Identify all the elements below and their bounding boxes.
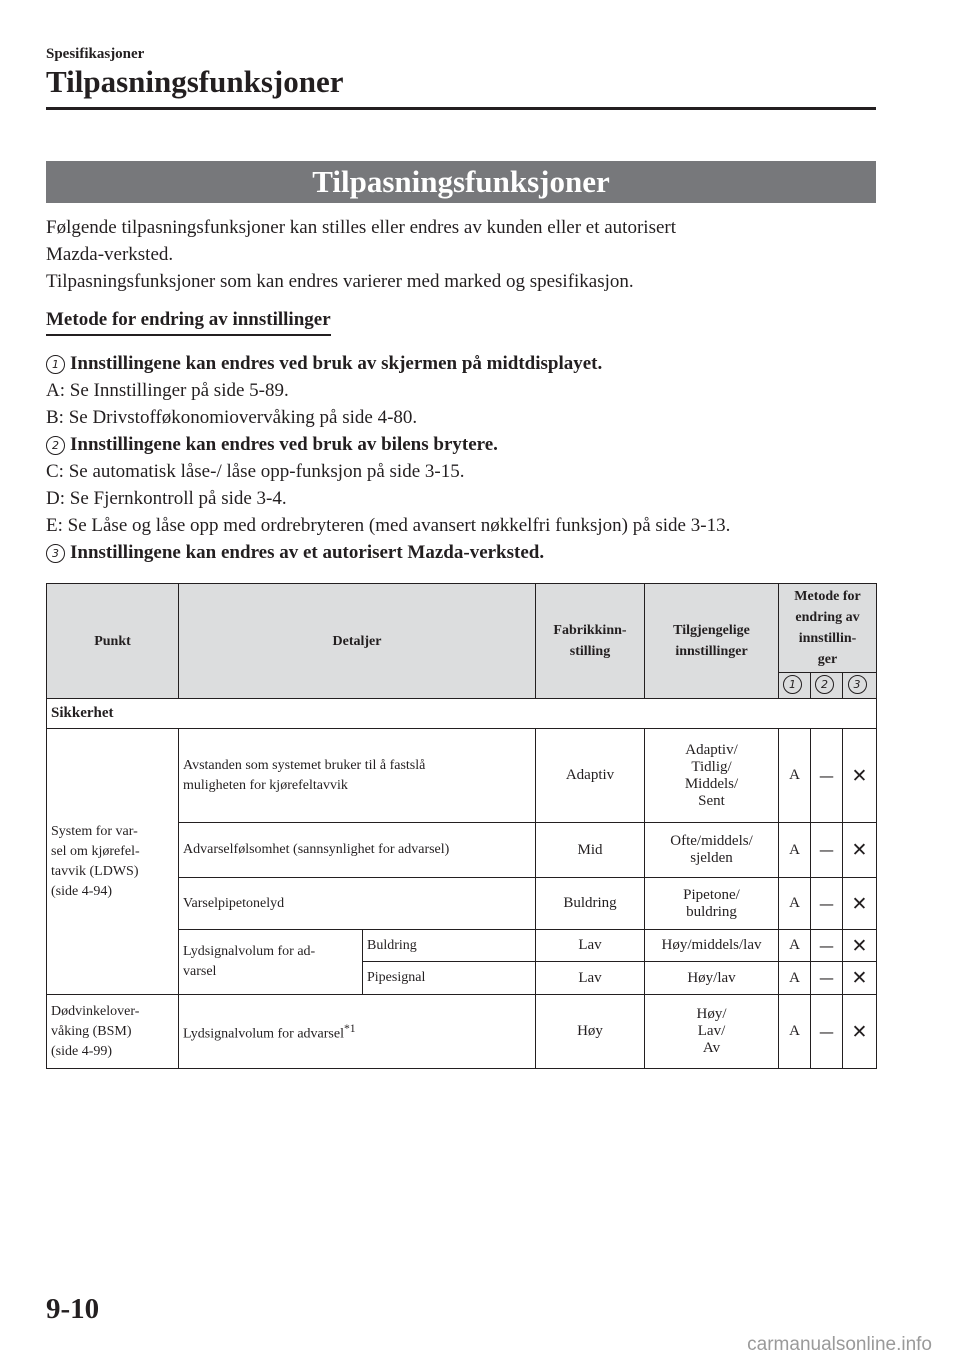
cross-icon: ✕ [843, 878, 877, 930]
detail-cell: Advarselfølsomhet (sannsynlighet for advarsel) [179, 823, 536, 878]
page-title-banner: Tilpasningsfunksjoner [46, 161, 876, 203]
header-text: ger [817, 652, 838, 667]
step-ref-b: B: Se Drivstofføkonomiovervåking på side 4-80. [46, 407, 418, 428]
cross-icon: ✕ [843, 729, 877, 823]
method-1-cell: A [779, 930, 811, 962]
watermark: carmanualsonline.info [747, 1334, 932, 1355]
header-detaljer: Detaljer [179, 584, 536, 699]
method-1-cell: A [779, 995, 811, 1069]
header-fabrikkinnstilling [536, 584, 645, 699]
method-steps [46, 350, 876, 566]
item-text: våking (BSM) [51, 1023, 132, 1039]
available-text: Av [702, 1040, 721, 1056]
available-text: Høy/ [696, 1006, 727, 1022]
method-heading: Metode for endring av innstillinger [46, 309, 331, 336]
method-2-cell: — [811, 962, 843, 995]
available-text: Adaptiv/ [685, 741, 738, 758]
step-one-title: Innstillingene kan endres ved bruk av skjermen på midtdisplayet. [70, 353, 603, 374]
method-2-cell: — [811, 995, 843, 1069]
item-text: (side 4-99) [51, 1043, 113, 1059]
circled-number-2-icon: 2 [46, 436, 65, 455]
available-cell: Høy/middels/lav [645, 930, 779, 962]
method-2-cell: — [811, 729, 843, 823]
available-text: Lav/ [697, 1023, 726, 1039]
step-three-title: Innstillingene kan endres av et autorisert Mazda-verksted. [70, 542, 545, 563]
factory-cell: Lav [536, 930, 645, 962]
item-text: tavvik (LDWS) [51, 863, 139, 879]
detail-text: varsel [183, 964, 217, 979]
header-method-1 [779, 673, 811, 699]
available-text: sjelden [690, 850, 733, 866]
sub-detail-cell: Buldring [363, 930, 536, 962]
method-2-cell: — [811, 930, 843, 962]
step-ref-d: D: Se Fjernkontroll på side 3-4. [46, 488, 287, 509]
detail-cell [179, 729, 536, 823]
intro-line: Følgende tilpasningsfunksjoner kan stilles eller endres av kunden eller et autorisert [46, 217, 676, 238]
intro-line: Mazda-verksted. [46, 244, 174, 265]
section-title: Tilpasningsfunksjoner [46, 64, 344, 99]
item-text: System for var- [51, 823, 138, 839]
header-text: innstillinger [675, 644, 748, 659]
intro-text [46, 214, 876, 295]
section-row-sikkerhet: Sikkerhet [47, 699, 877, 729]
detail-text: muligheten for kjørefeltavvik [183, 777, 348, 793]
method-2-cell: — [811, 878, 843, 930]
detail-text: Lydsignalvolum for ad- [183, 944, 316, 959]
available-cell [645, 823, 779, 878]
header-punkt: Punkt [47, 584, 179, 699]
sub-detail-cell: Pipesignal [363, 962, 536, 995]
factory-cell: Buldring [536, 878, 645, 930]
cross-icon: ✕ [843, 995, 877, 1069]
header-metode [779, 584, 877, 673]
step-two [46, 431, 876, 458]
header-tilgjengelige [645, 584, 779, 699]
detail-cell: Varselpipetonelyd [179, 878, 536, 930]
item-text: (side 4-94) [51, 883, 113, 899]
step-ref-c: C: Se automatisk låse-/ låse opp-funksjon på side 3-15. [46, 461, 465, 482]
header-method-3 [843, 673, 877, 699]
factory-cell: Lav [536, 962, 645, 995]
intro-line: Tilpasningsfunksjoner som kan endres varierer med marked og spesifikasjon. [46, 271, 634, 292]
item-bsm [47, 995, 179, 1069]
available-text: Pipetone/ [683, 886, 740, 903]
header-method-2 [811, 673, 843, 699]
detail-text: Lydsignalvolum for advarsel [183, 1026, 344, 1042]
circled-number-2-icon: 2 [815, 675, 834, 694]
available-text: Ofte/middels/ [670, 833, 753, 849]
factory-cell: Mid [536, 823, 645, 878]
step-ref-a: A: Se Innstillinger på side 5-89. [46, 380, 289, 401]
header-text: stilling [569, 644, 611, 659]
page-number: 9-10 [46, 1293, 100, 1325]
header-text: endring av [795, 610, 860, 625]
volume-cell [179, 930, 363, 995]
method-1-cell: A [779, 729, 811, 823]
cross-icon: ✕ [843, 823, 877, 878]
available-text: Middels/ [684, 775, 739, 792]
method-1-cell: A [779, 878, 811, 930]
footnote-marker: *1 [343, 1021, 356, 1035]
available-cell [645, 995, 779, 1069]
header-text: Metode for [794, 589, 861, 604]
available-text: Sent [698, 792, 725, 809]
header-text: innstillin- [798, 631, 857, 646]
method-1-cell: A [779, 962, 811, 995]
step-three [46, 539, 876, 566]
circled-number-1-icon: 1 [783, 675, 802, 694]
step-ref-e: E: Se Låse og låse opp med ordrebryteren (med avansert nøkkelfri funksjon) på side 3-13. [46, 515, 731, 536]
available-cell [645, 878, 779, 930]
available-cell [645, 729, 779, 823]
section-label: Spesifikasjoner [46, 46, 145, 62]
detail-cell [179, 995, 536, 1069]
circled-number-1-icon: 1 [46, 355, 65, 374]
header-text: Fabrikkinn- [553, 623, 627, 638]
method-1-cell: A [779, 823, 811, 878]
available-cell: Høy/lav [645, 962, 779, 995]
method-2-cell: — [811, 823, 843, 878]
cross-icon: ✕ [843, 930, 877, 962]
customization-table [46, 583, 877, 1069]
header-rule [46, 107, 876, 110]
circled-number-3-icon: 3 [848, 675, 867, 694]
detail-text: Avstanden som systemet bruker til å fastslå [183, 757, 426, 773]
item-text: Dødvinkelover- [51, 1003, 140, 1019]
factory-cell: Adaptiv [536, 729, 645, 823]
cross-icon: ✕ [843, 962, 877, 995]
factory-cell: Høy [536, 995, 645, 1069]
item-ldws [47, 729, 179, 995]
header-text: Tilgjengelige [673, 623, 750, 638]
available-text: buldring [686, 903, 737, 920]
available-text: Tidlig/ [691, 758, 732, 775]
circled-number-3-icon: 3 [46, 544, 65, 563]
item-text: sel om kjørefel- [51, 843, 140, 859]
step-one [46, 350, 876, 377]
step-two-title: Innstillingene kan endres ved bruk av bilens brytere. [70, 434, 498, 455]
